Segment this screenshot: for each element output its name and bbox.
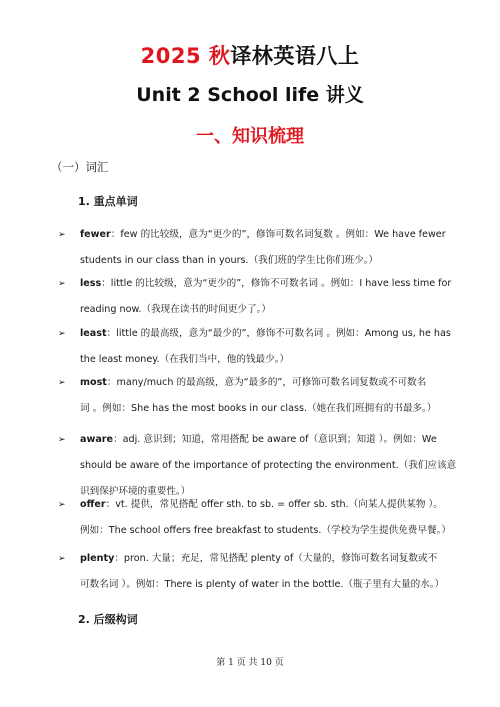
entry-text: ：pron. 大量；充足，常见搭配 plenty of（大量的，修饰可数名词复数或不: [114, 553, 438, 564]
word-entry-most: [58, 370, 450, 422]
entry-line: [80, 427, 437, 453]
word-entry-offer: [58, 492, 450, 544]
entry-headword: offer: [80, 499, 106, 510]
bullet-arrow-icon: ➢: [58, 329, 66, 339]
entry-headword: plenty: [80, 553, 115, 564]
entry-text: the least money.（在我们当中，他的钱最少。）: [80, 354, 290, 365]
document-title: [0, 40, 500, 70]
entry-line: [80, 370, 426, 396]
title-course: 译林英语八上: [230, 44, 360, 68]
suffix-words-heading: 2. 后缀构词: [78, 613, 138, 626]
entry-line: [80, 492, 443, 518]
entry-line: [80, 321, 451, 347]
entry-text: students in our class than in yours.（我们班的学生比你们班少。）: [80, 255, 379, 266]
bullet-arrow-icon: ➢: [58, 378, 66, 388]
entry-text: ：many/much 的最高级，意为“最多的”，可修饰可数名词复数或不可数名: [106, 377, 427, 388]
bullet-arrow-icon: ➢: [58, 500, 66, 510]
title-year: 2025: [140, 44, 202, 68]
entry-headword: most: [80, 377, 107, 388]
word-entry-fewer: [58, 222, 450, 274]
bullet-arrow-icon: ➢: [58, 279, 66, 289]
entry-line: [80, 453, 456, 479]
entry-text: ：adj. 意识到；知道，常用搭配 be aware of（意识到；知道 ）。例如：We: [113, 434, 437, 445]
entry-text: 识到保护环境的重要性。）: [80, 486, 191, 497]
entry-text: reading now.（我现在读书的时间更少了。）: [80, 304, 271, 315]
entry-text: ：little 的比较级，意为“更少的”，修饰不可数名词 。例如：I have less time for: [101, 278, 452, 289]
key-words-heading: 1. 重点单词: [78, 195, 138, 208]
entry-headword: fewer: [80, 229, 111, 240]
entry-line: [80, 222, 446, 248]
entry-text: ：little 的最高级，意为“最少的”，修饰不可数名词 。例如：Among us, he has: [106, 328, 451, 339]
vocabulary-heading: （一）词汇: [51, 160, 109, 174]
entry-text: ：vt. 提供，常见搭配 offer sth. to sb. = offer sb. sth.（向某人提供某物 ）。: [105, 499, 443, 510]
bullet-arrow-icon: ➢: [58, 230, 66, 240]
entry-text: ：few 的比较级，意为“更少的”，修饰可数名词复数 。例如：We have fewer: [110, 229, 446, 240]
word-entry-plenty: [58, 546, 450, 598]
entry-text: 词 。例如：She has the most books in our class.（她在我们班拥有的书最多。）: [80, 403, 437, 414]
entry-line: [80, 572, 444, 598]
section-title: 一、知识梳理: [196, 126, 304, 147]
unit-title: Unit 2 School life 讲义: [136, 84, 364, 106]
page-footer: 第 1 页 共 10 页: [216, 658, 284, 668]
entry-text: 可数名词 ）。例如：There is plenty of water in the bottle.（瓶子里有大量的水。）: [80, 579, 445, 590]
bullet-arrow-icon: ➢: [58, 554, 66, 564]
entry-headword: less: [80, 278, 102, 289]
entry-headword: aware: [80, 434, 114, 445]
entry-line: [80, 546, 437, 572]
entry-line: [80, 518, 451, 544]
entry-line: [80, 297, 271, 323]
title-season: 秋: [208, 44, 231, 68]
entry-line: [80, 396, 437, 422]
entry-headword: least: [80, 328, 107, 339]
entry-text: should be aware of the importance of protecting the environment.（我们应该意: [80, 460, 457, 471]
entry-line: [80, 271, 451, 297]
word-entry-least: [58, 321, 450, 373]
entry-text: 例如：The school offers free breakfast to students.（学校为学生提供免费早餐。）: [80, 525, 451, 536]
bullet-arrow-icon: ➢: [58, 435, 66, 445]
word-entry-less: [58, 271, 450, 323]
